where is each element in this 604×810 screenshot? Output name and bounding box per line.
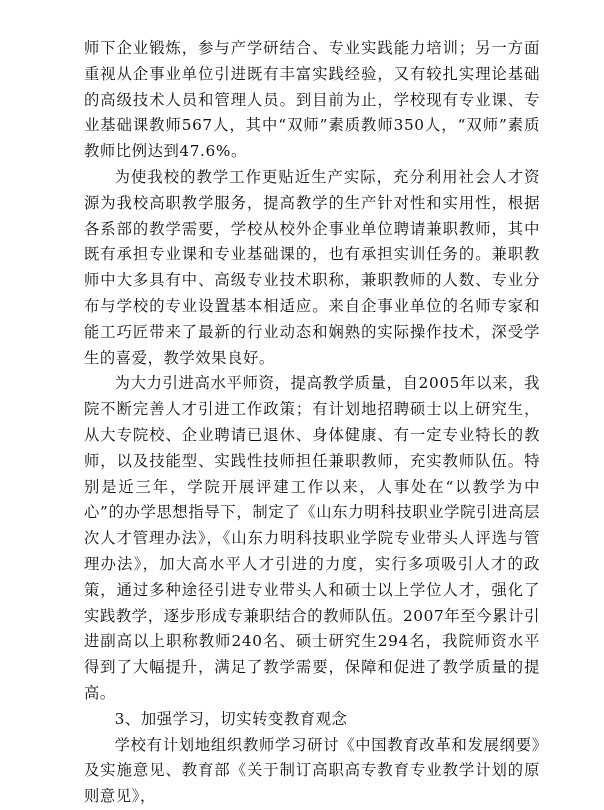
body-paragraph-2: 为使我校的教学工作更贴近生产实际，充分利用社会人才资源为我校高职教学服务，提高教学的生产针对性和实用性，根据各系部的教学需要，学校从校外企事业单位聘请兼职教师，其中既有承担专业课和专业基础课的，也有承担实训任务的。兼职教师中大多具有中、高级专业技术职称，兼职教师的人数、专业分布与学校的专业设置基本相适应。来自企事业单位的名师专家和能工巧匠带来了最新的行业动态和娴熟的实际操作技术，深受学生的喜爱，教学效果良好。 (84, 167, 540, 367)
body-paragraph-4: 学校有计划地组织教师学习研讨《中国教育改革和发展纲要》及实施意见、教育部《关于制订高职高专教育专业教学计划的原则意见》， (84, 735, 540, 806)
body-paragraph-1: 师下企业锻炼，参与产学研结合、专业实践能力培训；另一方面重视从企事业单位引进既有丰富实践经验，又有较扎实理论基础的高级技术人员和管理人员。到目前为止，学校现有专业课、专业基础课教师567人，其中“双师”素质教师350人，“双师”素质教师比例达到47.6%。 (84, 39, 540, 161)
section-heading-3: 3、加强学习，切实转变教育观念 (114, 709, 348, 728)
body-paragraph-3: 为大力引进高水平师资，提高教学质量，自2005年以来，我院不断完善人才引进工作政策；有计划地招聘硕士以上研究生，从大专院校、企业聘请已退休、身体健康、有一定专业特长的教师，以及技能型、实践性技师担任兼职教师，充实教师队伍。特别是近三年，学院开展评建工作以来，人事处在“以教学为中心”的办学思想指导下，制定了《山东力明科技职业学院引进高层次人才管理办法》，《山东力明科技职业学院专业带头人评选与管理办法》，加大高水平人才引进的力度，实行多项吸引人才的政策，通过多种途径引进专业带头人和硕士以上学位人才，强化了实践教学，逐步形成专兼职结合的教师队伍。2007年至今累计引进副高以上职称教师240名、硕士研究生294名，我院师资水平得到了大幅提升，满足了教学需要，保障和促进了教学质量的提高。 (84, 374, 540, 702)
document-page (84, 36, 540, 810)
